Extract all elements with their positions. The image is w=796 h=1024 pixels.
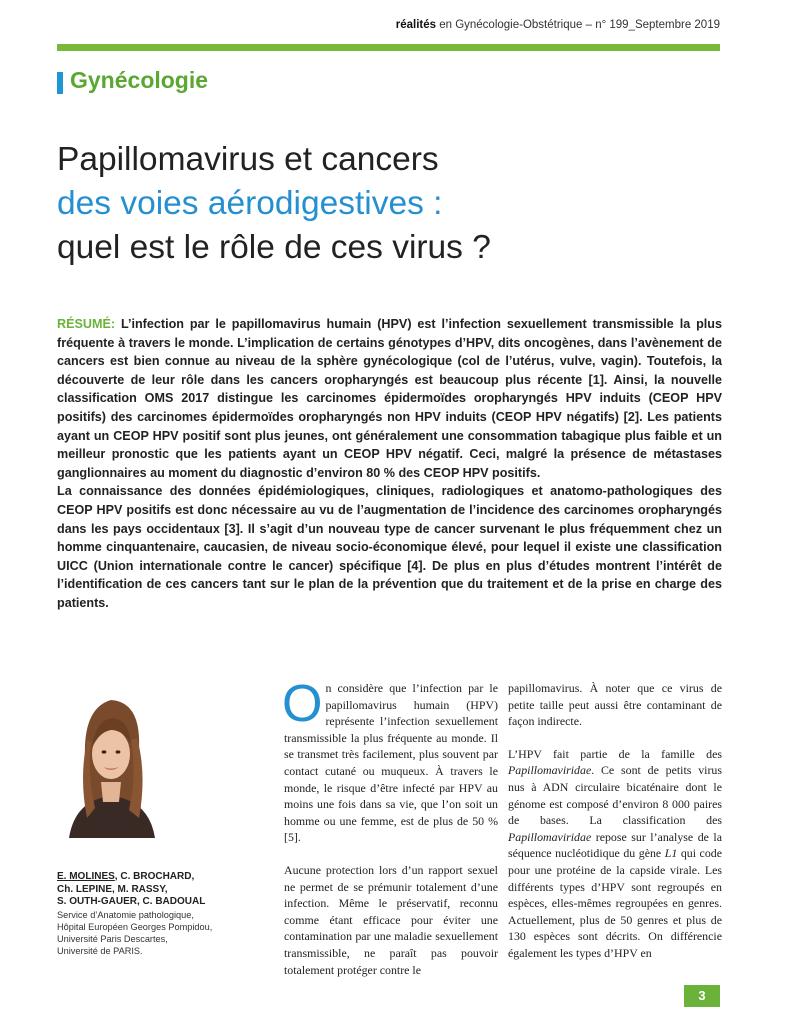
header-rule — [57, 44, 720, 51]
gene-name: L1 — [664, 846, 678, 861]
author-block — [57, 871, 267, 957]
author-line-2: Ch. LEPINE, M. RASSY, — [57, 883, 168, 895]
journal-header — [396, 19, 720, 31]
body-paragraph-4 — [508, 746, 722, 962]
abstract — [57, 315, 722, 613]
first-author: E. MOLINES — [57, 871, 115, 882]
taxon-name: Papillomaviridae — [508, 763, 592, 778]
section-marker — [57, 72, 63, 94]
abstract-paragraph-1 — [57, 315, 722, 482]
title-line-1: Papillomavirus et cancers — [57, 141, 439, 178]
abstract-paragraph-2: La connaissance des données épidémiologiques, cliniques, radiologiques et anatomo-pathologiques des CEOP HPV positifs est donc nécessaire au vu de l’augmentation de l’incidence des carcinomes oropharyngés dans les pays occidentaux [3]. Il s’agit d’un nouveau type de cancer survenant le plus fréquemment chez un homme cinquantenaire, caucasien, de niveau socio-économique élevé, pour lequel il existe une classification UICC (Union internationale contre le cancer) spécifique [4]. De plus en plus d’études montrent l’intérêt de l’identification de ces cancers tant sur le plan de la prévention que du traitement et de la prise en charge des patients. — [57, 484, 722, 610]
article-title — [57, 138, 491, 270]
author-photo — [57, 678, 165, 838]
page-number: 3 — [684, 985, 720, 1007]
affiliation-2: Hôpital Européen Georges Pompidou, — [57, 921, 213, 932]
section-title: Gynécologie — [70, 67, 209, 93]
body-column-2 — [508, 680, 722, 962]
drop-cap: O — [282, 675, 323, 733]
abstract-text-1: L’infection par le papillomavirus humain (HPV) est l’infection sexuellement transmissible la plus fréquente à travers le monde. L’implication de certains génotypes d’HPV, dits oncogènes, dans l’avènement de cancers est bien connue au niveau de la sphère gynécologique (col de l’utérus, vulve, vagin). Toutefois, la découverte de leur rôle dans les cancers oropharyngés est beaucoup plus récente [1]. Ainsi, la nouvelle classification OMS 2017 distingue les carcinomes épidermoïdes oropharyngés HPV induits (CEOP HPV positifs) des carcinomes épidermoïdes oropharyngés non HPV induits (CEOP HPV négatifs) [2]. Les patients ayant un CEOP HPV positif sont plus jeunes, ont généralement une consommation tabagique plus faible et un meilleur pronostic que les patients ayant un CEOP HPV négatif. Ceci, malgré la présence de métastases ganglionnaires au moment du diagnostic d’environ 80 % des CEOP HPV positifs. — [57, 317, 722, 480]
author-portrait-illustration — [57, 678, 165, 838]
affiliation-4: Université de PARIS. — [57, 945, 143, 956]
body-paragraph-1 — [282, 675, 498, 846]
body-text-1: n considère que l’infection par le papillomavirus humain (HPV) représente l’infection sexuellement transmissible la plus fréquente au monde. Il se transmet très facilement, plus souvent par contact cutané ou muqueux. À travers le monde, le risque d’être infecté par HPV au moins une fois dans sa vie, que l’on soit un homme ou une femme, est de plus de 50 % [5]. — [284, 681, 498, 845]
title-line-3: quel est le rôle de ces virus ? — [57, 229, 491, 266]
journal-name: réalités — [395, 19, 437, 31]
co-authors-1: , C. BROCHARD, — [114, 871, 195, 882]
affiliation-1: Service d’Anatomie pathologique, — [57, 909, 194, 920]
body-paragraph-3: papillomavirus. À noter que ce virus de petite taille peut aussi être contaminant de façon indirecte. — [508, 681, 722, 729]
body-paragraph-2: Aucune protection lors d’un rapport sexuel ne permet de se prémunir totalement d’une infection. Même le préservatif, reconnu comme étant efficace pour éviter une contamination par une maladie sexuellement transmissible, ne paraît pas pouvoir totalement protéger contre le — [284, 862, 498, 977]
author-line-3: S. OUTH-GAUER, C. BADOUAL — [57, 896, 206, 907]
body-column-1 — [282, 675, 498, 978]
body-text-4c: repose sur l’analyse de la séquence nucléotidique du gène — [508, 829, 722, 861]
body-text-4b: . Ce sont de petits virus nus à ADN circulaire bicaténaire dont le génome est composé d’environ 8 000 paires de bases. La classification des — [508, 763, 722, 828]
body-text-4a: L’HPV fait partie de la famille des — [508, 746, 722, 761]
author-line-1 — [57, 871, 267, 884]
paragraph-gap — [284, 846, 498, 862]
journal-issue: en Gynécologie-Obstétrique – n° 199_Septembre 2019 — [436, 19, 720, 31]
abstract-label: RÉSUMÉ: — [57, 317, 116, 331]
taxon-name: Papillomaviridae — [508, 829, 592, 844]
affiliation-3: Université Paris Descartes, — [57, 933, 168, 944]
body-text-4d: qui code pour une protéine de la capside virale. Les différents types d’HPV sont regroupés en espèces, elles-mêmes regroupées en genres. Actuellement, plus de 50 genres et plus de 130 espèces sont décrits. On différencie également les types d’HPV en — [508, 846, 722, 960]
title-line-2: des voies aérodigestives : — [57, 185, 443, 222]
paragraph-gap — [508, 730, 722, 746]
